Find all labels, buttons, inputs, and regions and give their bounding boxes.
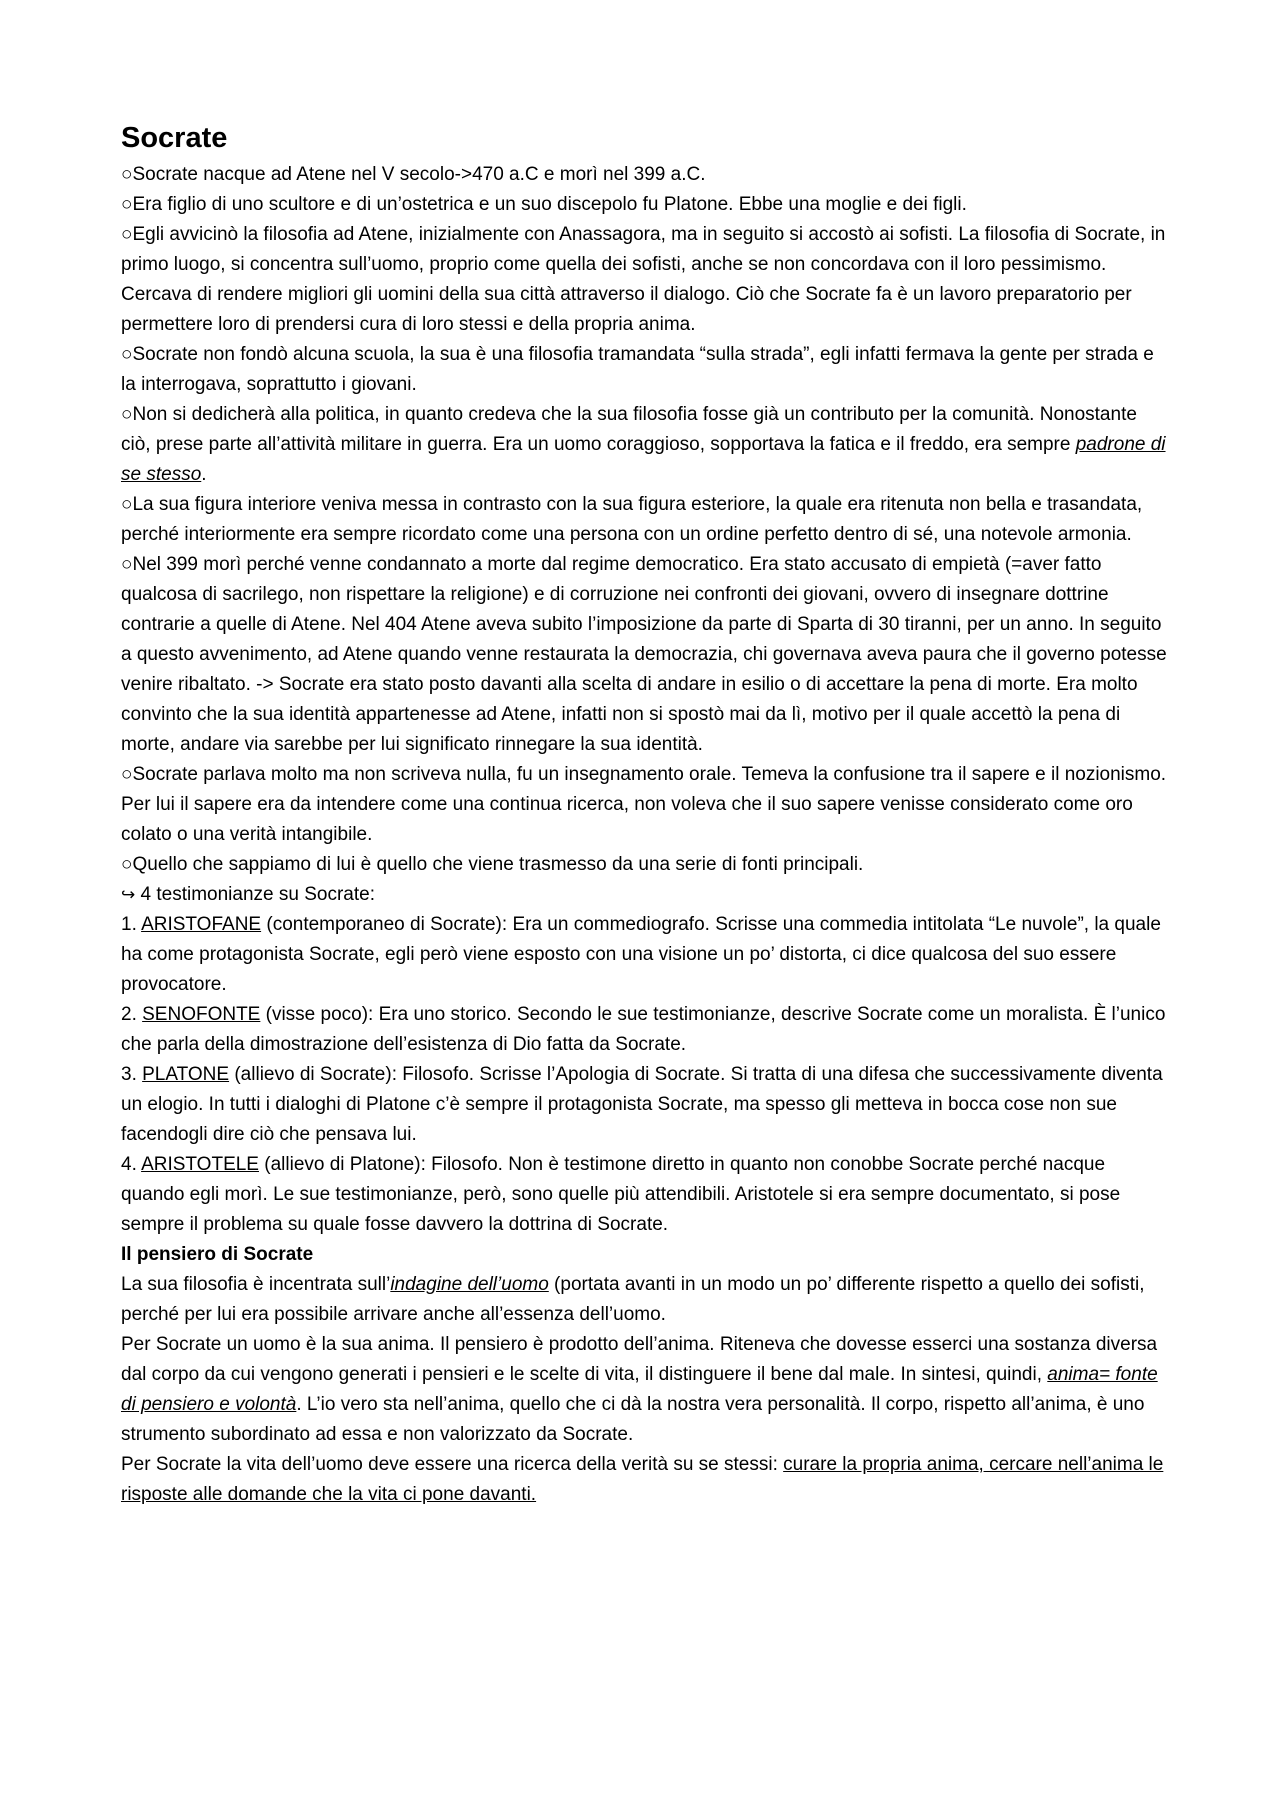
soul-text: Per Socrate un uomo è la sua anima. Il pensiero è prodotto dell’anima. Riteneva che dovesse esserci una sostanza diversa dal corpo da cui vengono generati i pensieri e le scelte di vita, il distinguere il bene dal male. In sintesi, quindi, xyxy=(121,1334,1158,1385)
paragraph-no-school: ○Socrate non fondò alcuna scuola, la sua è una filosofia tramandata “sulla strada”, egli infatti fermava la gente per strada e la interrogava, soprattutto i giovani. xyxy=(121,344,1154,395)
truth-underlined: curare la propria anima, cercare nell’anima le risposte alle domande che la vita ci pone davanti. xyxy=(121,1454,1164,1505)
paragraph-politics xyxy=(121,400,1171,490)
section-title: Il pensiero di Socrate xyxy=(121,1244,314,1265)
page-title: Socrate xyxy=(121,122,228,154)
testimony-name: ARISTOFANE xyxy=(141,914,262,935)
politics-text-end: . xyxy=(201,464,207,485)
document-page xyxy=(121,118,1171,1510)
soul-text-end: . L’io vero sta nell’anima, quello che ci dà la nostra vera personalità. Il corpo, rispetto all’anima, è uno strumento subordinato ad essa e non valorizzato da Socrate. xyxy=(121,1394,1145,1445)
testimony-item xyxy=(121,1060,1171,1150)
testimony-item xyxy=(121,910,1171,1000)
inquiry-emphasis: indagine dell’uomo xyxy=(390,1274,549,1295)
testimony-number: 1. xyxy=(121,914,142,935)
testimony-item xyxy=(121,1000,1171,1060)
paragraph-sources: ○Quello che sappiamo di lui è quello che viene trasmesso da una serie di fonti principali. xyxy=(121,854,864,875)
paragraph-figure: ○La sua figura interiore veniva messa in contrasto con la sua figura esteriore, la quale era ritenuta non bella e trasandata, perché interiormente era sempre ricordato come una persona con un ordine perfetto dentro di sé, una notevole armonia. xyxy=(121,494,1143,545)
testimony-text: (allievo di Platone): Filosofo. Non è testimone diretto in quanto non conobbe Socrate perché nacque quando egli morì. Le sue testimonianze, però, sono quelle più attendibili. Aristotele si era sempre documentato, si pose sempre il problema su quale fosse davvero la dottrina di Socrate. xyxy=(121,1154,1121,1235)
testimonies-heading-text: 4 testimonianze su Socrate: xyxy=(135,884,375,905)
testimony-text: (visse poco): Era uno storico. Secondo le sue testimonianze, descrive Socrate come un moralista. È l’unico che parla della dimostrazione dell’esistenza di Dio fatta da Socrate. xyxy=(121,1004,1166,1055)
paragraph-inquiry xyxy=(121,1270,1171,1330)
paragraph-soul xyxy=(121,1330,1171,1450)
inquiry-text-end: (portata avanti in un modo un po’ differente rispetto a quello dei sofisti, perché per lui era possibile arrivare anche all’essenza dell’uomo. xyxy=(121,1274,1145,1325)
testimony-item xyxy=(121,1150,1171,1240)
paragraph-birth: ○Socrate nacque ad Atene nel V secolo->470 a.C e morì nel 399 a.C. xyxy=(121,164,706,185)
testimony-text: (allievo di Socrate): Filosofo. Scrisse l’Apologia di Socrate. Si tratta di una difesa che successivamente diventa un elogio. In tutti i dialoghi di Platone c’è sempre il protagonista Socrate, ma spesso gli metteva in bocca cose non sue facendogli dire ciò che pensava lui. xyxy=(121,1064,1163,1145)
inquiry-text: La sua filosofia è incentrata sull’ xyxy=(121,1274,391,1295)
soul-emphasis: anima= fonte di pensiero e volontà xyxy=(121,1364,1158,1415)
testimony-number: 3. xyxy=(121,1064,143,1085)
truth-text: Per Socrate la vita dell’uomo deve essere una ricerca della verità su se stessi: xyxy=(121,1454,784,1475)
politics-text: ○Non si dedicherà alla politica, in quanto credeva che la sua filosofia fosse già un contributo per la comunità. Nonostante ciò, prese parte all’attività militare in guerra. Era un uomo coraggioso, sopportava la fatica e il freddo, era sempre xyxy=(121,404,1137,455)
paragraph-oral-teaching: ○Socrate parlava molto ma non scriveva nulla, fu un insegnamento orale. Temeva la confusione tra il sapere e il nozionismo. Per lui il sapere era da intendere come una continua ricerca, non voleva che il suo sapere venisse considerato come oro colato o una verità intangibile. xyxy=(121,764,1167,845)
testimony-name: PLATONE xyxy=(142,1064,230,1085)
paragraph-philosophy: ○Egli avvicinò la filosofia ad Atene, inizialmente con Anassagora, ma in seguito si accostò ai sofisti. La filosofia di Socrate, in primo luogo, si concentra sull’uomo, proprio come quella dei sofisti, anche se non concordava con il loro pessimismo. Cercava di rendere migliori gli uomini della sua città attraverso il dialogo. Ciò che Socrate fa è un lavoro preparatorio per permettere loro di prendersi cura di loro stessi e della propria anima. xyxy=(121,224,1166,335)
paragraph-family: ○Era figlio di uno scultore e di un’ostetrica e un suo discepolo fu Platone. Ebbe una moglie e dei figli. xyxy=(121,194,967,215)
testimony-text: (contemporaneo di Socrate): Era un commediografo. Scrisse una commedia intitolata “Le nuvole”, la quale ha come protagonista Socrate, egli però viene esposto con una visione un po’ distorta, ci dice qualcosa del suo essere provocatore. xyxy=(121,914,1161,995)
testimony-number: 4. xyxy=(121,1154,142,1175)
testimony-name: SENOFONTE xyxy=(142,1004,261,1025)
testimonies-heading xyxy=(121,880,1171,910)
paragraph-death: ○Nel 399 morì perché venne condannato a morte dal regime democratico. Era stato accusato di empietà (=aver fatto qualcosa di sacrilego, non rispettare la religione) e di corruzione nei confronti dei giovani, ovvero di insegnare dottrine contrarie a quelle di Atene. Nel 404 Atene aveva subito l’imposizione da parte di Sparta di 30 tiranni, per un anno. In seguito a questo avvenimento, ad Atene quando venne restaurata la democrazia, chi governava aveva paura che il governo potesse venire ribaltato. -> Socrate era stato posto davanti alla scelta di andare in esilio o di accettare la pena di morte. Era molto convinto che la sua identità appartenesse ad Atene, infatti non si spostò mai da lì, motivo per il quale accettò la pena di morte, andare via sarebbe per lui significato rinnegare la sua identità. xyxy=(121,554,1167,755)
return-arrow-icon: ↪ xyxy=(121,885,136,904)
politics-emphasis: padrone di se stesso xyxy=(121,434,1166,485)
testimony-number: 2. xyxy=(121,1004,143,1025)
paragraph-truth xyxy=(121,1450,1171,1510)
testimony-name: ARISTOTELE xyxy=(141,1154,259,1175)
